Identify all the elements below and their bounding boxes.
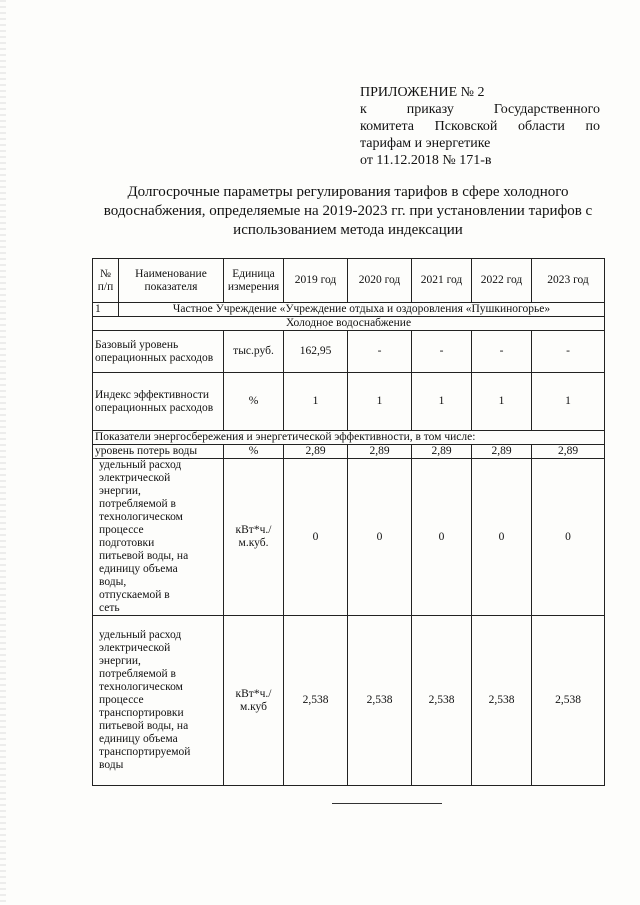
table-header-row — [93, 259, 605, 303]
header-year-2019: 2019 год — [284, 259, 348, 303]
row-unit: % — [224, 445, 284, 459]
row-value: 1 — [412, 373, 472, 431]
table-row — [93, 445, 605, 459]
table-row — [93, 459, 605, 616]
row-name: удельный расход электрической энергии, потребляемой в технологическом процессе подготовки питьевой воды, на единицу объема воды, отпускаемой в сеть — [93, 459, 224, 616]
header-year-2023: 2023 год — [532, 259, 605, 303]
appendix-title: ПРИЛОЖЕНИЕ № 2 — [360, 85, 485, 100]
row-unit: тыс.руб. — [224, 331, 284, 373]
row-value: 2,89 — [284, 445, 348, 459]
header-unit: Единица измерения — [224, 259, 284, 303]
row-value: 1 — [348, 373, 412, 431]
row-unit: кВт*ч./м.куб — [224, 616, 284, 786]
header-year-2022: 2022 год — [472, 259, 532, 303]
row-value: - — [412, 331, 472, 373]
document-title: Долгосрочные параметры регулирования тарифов в сфере холодного водоснабжения, определяемые на 2019-2023 гг. при установлении тарифов с использованием метода индексации — [103, 184, 593, 238]
row-value: - — [532, 331, 605, 373]
table-row — [93, 373, 605, 431]
section-row — [93, 317, 605, 331]
row-value: 2,538 — [412, 616, 472, 786]
section-title: Холодное водоснабжение — [93, 317, 605, 331]
parameters-table — [92, 258, 605, 786]
row-value: - — [472, 331, 532, 373]
row-value: 1 — [532, 373, 605, 431]
row-value: 2,89 — [412, 445, 472, 459]
row-value: 2,538 — [284, 616, 348, 786]
row-value: 162,95 — [284, 331, 348, 373]
row-value: 2,89 — [348, 445, 412, 459]
row-value: 0 — [412, 459, 472, 616]
row-value: - — [348, 331, 412, 373]
header-year-2020: 2020 год — [348, 259, 412, 303]
row-value: 2,89 — [532, 445, 605, 459]
row-name: уровень потерь воды — [93, 445, 224, 459]
row-value: 2,538 — [532, 616, 605, 786]
row-value: 0 — [472, 459, 532, 616]
closing-line — [332, 803, 442, 804]
energy-header: Показатели энергосбережения и энергетической эффективности, в том числе: — [93, 431, 605, 445]
row-value: 0 — [532, 459, 605, 616]
header-num: № п/п — [93, 259, 119, 303]
appendix-line-4: от 11.12.2018 № 171-в — [360, 153, 492, 168]
row-value: 1 — [472, 373, 532, 431]
row-unit: кВт*ч./м.куб. — [224, 459, 284, 616]
table-row — [93, 616, 605, 786]
row-name: Индекс эффективности операционных расходов — [93, 373, 224, 431]
org-num: 1 — [93, 303, 119, 317]
table-row — [93, 331, 605, 373]
org-name: Частное Учреждение «Учреждение отдыха и оздоровления «Пушкиногорье» — [119, 303, 605, 317]
appendix-line-1: к приказу Государственного — [360, 102, 600, 117]
org-row — [93, 303, 605, 317]
row-unit: % — [224, 373, 284, 431]
row-value: 2,538 — [472, 616, 532, 786]
energy-header-row — [93, 431, 605, 445]
row-value: 2,538 — [348, 616, 412, 786]
header-year-2021: 2021 год — [412, 259, 472, 303]
row-value: 0 — [284, 459, 348, 616]
header-name: Наименование показателя — [119, 259, 224, 303]
row-value: 1 — [284, 373, 348, 431]
appendix-line-2: комитета Псковской области по — [360, 119, 600, 134]
appendix-header — [360, 84, 600, 169]
row-name: Базовый уровень операционных расходов — [93, 331, 224, 373]
row-name: удельный расход электрической энергии, потребляемой в технологическом процессе транспортировки питьевой воды, на единицу объема транспортируемой воды — [93, 616, 224, 786]
row-value: 2,89 — [472, 445, 532, 459]
scan-edge — [0, 0, 6, 905]
appendix-line-3: тарифам и энергетике — [360, 136, 491, 151]
row-value: 0 — [348, 459, 412, 616]
